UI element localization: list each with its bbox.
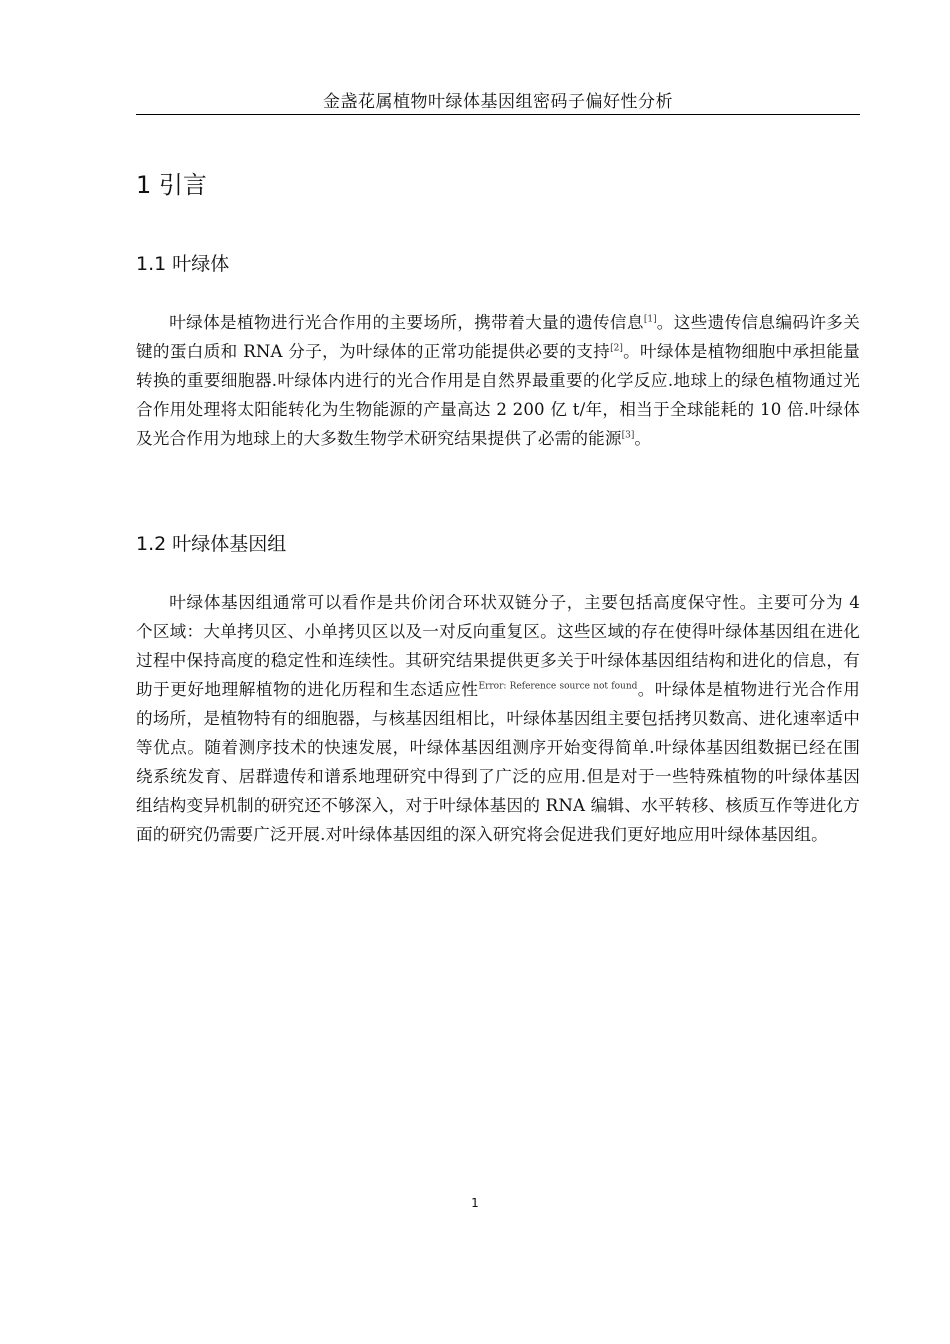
paragraph-chloroplast-genome bbox=[136, 588, 860, 849]
paragraph-text: 叶绿体基因组通常可以看作是共价闭合环状双链分子，主要包括高度保守性。主要可分为 4 个区域：大单拷贝区、小单拷贝区以及一对反向重复区。这些区域的存在使得叶绿体基因组在进化过程中保持高度的稳定性和连续性。其研究结果提供更多关于叶绿体基因组结构和进化的信息，有助于更好地理解植物的进化历程和生态适应性 bbox=[136, 593, 860, 699]
paragraph-text: 。叶绿体是植物进行光合作用的场所，是植物特有的细胞器，与核基因组相比，叶绿体基因组主要包括拷贝数高、进化速率适中等优点。随着测序技术的快速发展，叶绿体基因组测序开始变得简单.叶绿体基因组数据已经在围绕系统发育、居群遗传和谱系地理研究中得到了广泛的应用.但是对于一些特殊植物的叶绿体基因组结构变异机制的研究还不够深入，对于叶绿体基因的 RNA 编辑、水平转移、核质互作等进化方面的研究仍需要广泛开展.对叶绿体基因组的深入研究将会促进我们更好地应用叶绿体基因组。 bbox=[136, 680, 861, 844]
paragraph-text: 叶绿体是植物进行光合作用的主要场所，携带着大量的遗传信息 bbox=[169, 313, 644, 332]
header-divider bbox=[136, 114, 860, 115]
subsection-heading-chloroplast: 1.1 叶绿体 bbox=[136, 253, 230, 275]
paragraph-text: 。 bbox=[634, 429, 652, 448]
citation-2: [2] bbox=[610, 343, 623, 354]
running-header: 金盏花属植物叶绿体基因组密码子偏好性分析 bbox=[323, 92, 673, 112]
citation-3: [3] bbox=[621, 430, 635, 441]
paragraph-chloroplast bbox=[136, 308, 860, 453]
reference-error: Error: Reference source not found bbox=[478, 681, 638, 692]
subsection-heading-chloroplast-genome: 1.2 叶绿体基因组 bbox=[136, 533, 287, 555]
citation-1: [1] bbox=[643, 314, 657, 325]
paragraph-text: 。这些遗传信息编码许多关键的蛋白质和 RNA 分子，为叶绿体的正常功能提供必要的支持 bbox=[136, 313, 860, 361]
page-number: 1 bbox=[471, 1196, 479, 1210]
paragraph-text: 。叶绿体是植物细胞中承担能量转换的重要细胞器.叶绿体内进行的光合作用是自然界最重要的化学反应.地球上的绿色植物通过光合作用处理将太阳能转化为生物能源的产量高达 2 200 亿 t/年，相当于全球能耗的 10 倍.叶绿体及光合作用为地球上的大多数生物学术研究结果提供了必需的能源 bbox=[136, 342, 860, 448]
section-heading-introduction: 1 引言 bbox=[136, 171, 207, 199]
